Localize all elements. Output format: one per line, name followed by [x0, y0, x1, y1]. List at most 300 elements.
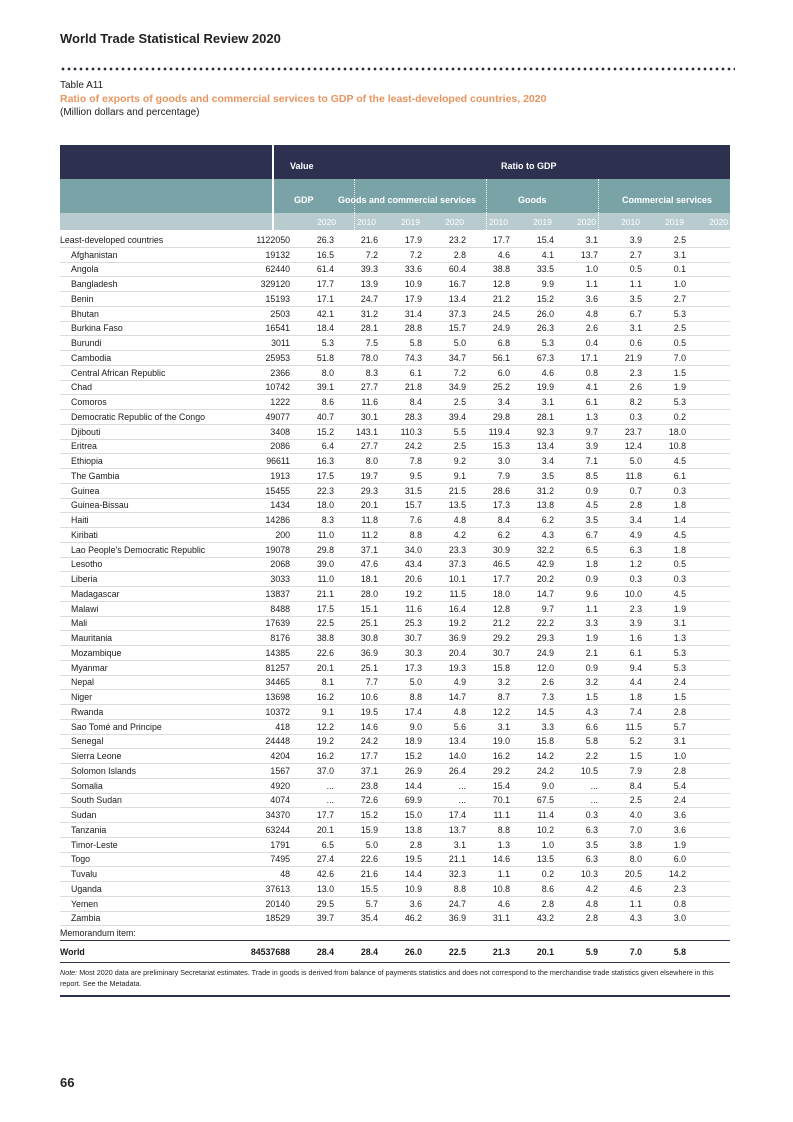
gdp-value: 34465: [265, 677, 290, 688]
ratio-value: 37.3: [448, 559, 466, 570]
ratio-value: 4.3: [585, 706, 598, 717]
gdp-value: 8176: [270, 633, 290, 644]
ratio-value: 26.0: [536, 308, 554, 319]
ratio-value: 8.6: [321, 397, 334, 408]
ratio-value: 72.6: [360, 795, 378, 806]
table-row: [60, 720, 730, 735]
ratio-value: 0.6: [629, 338, 642, 349]
ratio-value: 13.4: [448, 293, 466, 304]
header-ratio-to-gdp: Ratio to GDP: [501, 161, 557, 171]
ratio-value: 6.4: [321, 441, 334, 452]
ratio-value: 6.7: [585, 529, 598, 540]
ratio-value: 23.8: [360, 780, 378, 791]
ratio-value: 5.3: [673, 308, 686, 319]
gdp-value: 24448: [265, 736, 290, 747]
ratio-value: 25.1: [360, 662, 378, 673]
year-label: 2010: [621, 217, 640, 227]
ratio-value: 5.3: [673, 647, 686, 658]
gdp-value: 19078: [265, 544, 290, 555]
ratio-value: 17.5: [316, 470, 334, 481]
ratio-value: 17.7: [316, 279, 334, 290]
ratio-value: 8.8: [409, 529, 422, 540]
ratio-value: 3.5: [541, 470, 554, 481]
ratio-value: 24.7: [360, 293, 378, 304]
ratio-value: 14.7: [536, 588, 554, 599]
ratio-value: 20.1: [316, 824, 334, 835]
ratio-value: 6.0: [497, 367, 510, 378]
table-note: [60, 967, 730, 989]
table-row: [60, 558, 730, 573]
ratio-value: 8.4: [409, 397, 422, 408]
ratio-value: 3.2: [497, 677, 510, 688]
ratio-value: 6.3: [585, 854, 598, 865]
table-row: [60, 263, 730, 278]
ratio-value: 16.2: [316, 692, 334, 703]
ratio-value: 8.3: [321, 515, 334, 526]
gdp-value: 2068: [270, 559, 290, 570]
ratio-value: 17.7: [492, 574, 510, 585]
ratio-value: 11.4: [537, 810, 554, 821]
ratio-value: 10.8: [668, 441, 686, 452]
ratio-value: 24.9: [536, 647, 554, 658]
ratio-value: 13.5: [536, 854, 554, 865]
ratio-value: 0.5: [629, 264, 642, 275]
table-row: [60, 764, 730, 779]
ratio-value: 1.8: [673, 500, 686, 511]
ratio-value: 4.3: [541, 529, 554, 540]
ratio-value: 4.0: [629, 810, 642, 821]
gdp-value: 16541: [265, 323, 290, 334]
year-label: 2010: [489, 217, 508, 227]
ratio-value: 0.1: [673, 264, 686, 275]
ratio-value: 12.8: [492, 279, 510, 290]
ratio-value: 19.5: [404, 854, 422, 865]
ratio-value: 5.7: [673, 721, 686, 732]
gdp-value: 329120: [260, 279, 290, 290]
note-label: Note:: [60, 968, 78, 977]
table-row: [60, 277, 730, 292]
ratio-value: 28.4: [360, 946, 378, 957]
ratio-value: 22.6: [360, 854, 378, 865]
ratio-value: 24.5: [492, 308, 510, 319]
ratio-value: 7.3: [541, 692, 554, 703]
ratio-value: 70.1: [492, 795, 510, 806]
header-band-middle: [60, 179, 730, 213]
gdp-value: 1222: [270, 397, 290, 408]
ratio-value: 5.0: [453, 338, 466, 349]
ratio-value: 13.4: [448, 736, 466, 747]
ratio-value: 110.3: [400, 426, 422, 437]
data-table: [60, 145, 730, 997]
country-name: Haiti: [71, 515, 89, 526]
ratio-value: 3.3: [585, 618, 598, 629]
ratio-value: 10.9: [404, 279, 422, 290]
table-title: Ratio of exports of goods and commercial services to GDP of the least-developed countries, 2020: [60, 93, 547, 105]
ratio-value: 3.1: [453, 839, 466, 850]
ratio-value: ...: [326, 795, 334, 806]
ratio-value: 12.2: [316, 721, 334, 732]
country-name: Central African Republic: [71, 367, 166, 378]
ratio-value: 9.7: [585, 426, 598, 437]
gdp-value: 48: [280, 869, 290, 880]
ratio-value: 12.2: [492, 706, 510, 717]
ratio-value: 26.9: [404, 765, 422, 776]
ratio-value: 2.8: [541, 898, 554, 909]
gdp-value: 19132: [265, 249, 290, 260]
ratio-value: 22.6: [316, 647, 334, 658]
ratio-value: 22.2: [536, 618, 554, 629]
ratio-value: 21.1: [316, 588, 334, 599]
ratio-value: 3.1: [585, 234, 598, 245]
ratio-value: 7.2: [409, 249, 422, 260]
ratio-value: 1.5: [673, 367, 686, 378]
country-name: Cambodia: [71, 352, 112, 363]
ratio-value: 4.3: [629, 913, 642, 924]
ratio-value: 28.1: [536, 411, 554, 422]
ratio-value: 8.0: [321, 367, 334, 378]
country-name: Solomon Islands: [71, 765, 137, 776]
ratio-value: 14.6: [360, 721, 378, 732]
gdp-value: 34370: [265, 810, 290, 821]
country-name: Chad: [71, 382, 93, 393]
ratio-value: 7.9: [629, 765, 642, 776]
ratio-value: 7.1: [585, 456, 598, 467]
table-row: [60, 233, 730, 248]
ratio-value: ...: [590, 780, 598, 791]
ratio-value: 11.5: [625, 721, 642, 732]
ratio-value: 1.8: [673, 544, 686, 555]
ratio-value: 3.1: [541, 397, 554, 408]
ratio-value: 16.2: [316, 751, 334, 762]
ratio-value: 29.5: [316, 898, 334, 909]
ratio-value: 29.2: [492, 633, 510, 644]
ratio-value: 1.1: [497, 869, 510, 880]
ratio-value: 32.2: [536, 544, 554, 555]
year-label: 2020: [709, 217, 728, 227]
ratio-value: 15.9: [360, 824, 378, 835]
ratio-value: 10.9: [404, 883, 422, 894]
ratio-value: 0.9: [585, 662, 598, 673]
table-row: [60, 705, 730, 720]
ratio-value: 1.0: [585, 264, 598, 275]
gdp-value: 25953: [265, 352, 290, 363]
ratio-value: 32.3: [448, 869, 466, 880]
ratio-value: 4.1: [585, 382, 598, 393]
ratio-value: 6.5: [321, 839, 334, 850]
table-row: [60, 617, 730, 632]
ratio-value: 42.6: [316, 869, 334, 880]
ratio-value: 27.7: [360, 441, 378, 452]
ratio-value: 33.6: [404, 264, 422, 275]
ratio-value: 25.1: [360, 618, 378, 629]
ratio-value: 7.9: [497, 470, 510, 481]
ratio-value: 15.8: [536, 736, 554, 747]
country-name: Mozambique: [71, 647, 122, 658]
ratio-value: 5.0: [629, 456, 642, 467]
ratio-value: 1.6: [629, 633, 642, 644]
ratio-value: 1.1: [629, 898, 642, 909]
ratio-value: 19.5: [360, 706, 378, 717]
ratio-value: 2.7: [673, 293, 686, 304]
ratio-value: 1.5: [585, 692, 598, 703]
ratio-value: 15.2: [360, 810, 378, 821]
ratio-value: 31.4: [404, 308, 422, 319]
ratio-value: 3.0: [673, 913, 686, 924]
ratio-value: 1.4: [673, 515, 686, 526]
ratio-value: 18.1: [360, 574, 378, 585]
ratio-value: ...: [458, 795, 466, 806]
ratio-value: 2.8: [673, 706, 686, 717]
ratio-value: 2.8: [585, 913, 598, 924]
table-row: [60, 808, 730, 823]
ratio-value: 17.9: [404, 234, 422, 245]
ratio-value: 7.8: [409, 456, 422, 467]
ratio-value: 6.3: [629, 544, 642, 555]
ratio-value: 24.9: [492, 323, 510, 334]
ratio-value: 21.9: [624, 352, 642, 363]
ratio-value: 5.6: [453, 721, 466, 732]
gdp-value: 1791: [270, 839, 290, 850]
ratio-value: 3.1: [673, 249, 686, 260]
country-name: Tanzania: [71, 824, 107, 835]
ratio-value: 2.5: [673, 323, 686, 334]
ratio-value: 43.2: [536, 913, 554, 924]
ratio-value: 2.4: [673, 795, 686, 806]
country-name: Kiribati: [71, 529, 98, 540]
memorandum-label: Memorandum item:: [60, 928, 136, 939]
gdp-value: 3033: [270, 574, 290, 585]
ratio-value: 30.8: [360, 633, 378, 644]
table-row: [60, 897, 730, 912]
ratio-value: 21.6: [360, 234, 378, 245]
table-row: [60, 779, 730, 794]
ratio-value: 9.9: [541, 279, 554, 290]
ratio-value: 5.8: [673, 946, 686, 957]
table-row: [60, 248, 730, 263]
ratio-value: 20.5: [624, 869, 642, 880]
ratio-value: 34.0: [404, 544, 422, 555]
ratio-value: 61.4: [316, 264, 334, 275]
ratio-value: 2.4: [673, 677, 686, 688]
ratio-value: 12.8: [492, 603, 510, 614]
gdp-value: 14385: [265, 647, 290, 658]
ratio-value: 11.8: [361, 515, 378, 526]
ratio-value: 28.1: [360, 323, 378, 334]
ratio-value: 5.8: [585, 736, 598, 747]
country-name: Democratic Republic of the Congo: [71, 411, 205, 422]
table-row: [60, 410, 730, 425]
ratio-value: 9.5: [409, 470, 422, 481]
ratio-value: 2.5: [629, 795, 642, 806]
ratio-value: 16.7: [448, 279, 466, 290]
ratio-value: 37.0: [316, 765, 334, 776]
ratio-value: 3.2: [585, 677, 598, 688]
ratio-value: 21.8: [404, 382, 422, 393]
header-band-top: [60, 145, 730, 179]
year-label: 2019: [401, 217, 420, 227]
country-name: Mauritania: [71, 633, 113, 644]
ratio-value: 9.1: [453, 470, 466, 481]
country-name: South Sudan: [71, 795, 122, 806]
table-row: [60, 661, 730, 676]
year-label: 2020: [317, 217, 336, 227]
ratio-value: 0.5: [673, 559, 686, 570]
table-row: [60, 838, 730, 853]
ratio-value: 28.8: [404, 323, 422, 334]
header-commercial-services: Commercial services: [622, 195, 713, 205]
country-name: World: [60, 946, 85, 957]
ratio-value: 0.8: [585, 367, 598, 378]
ratio-value: 1.0: [673, 279, 686, 290]
ratio-value: 0.3: [629, 411, 642, 422]
ratio-value: 19.2: [448, 618, 466, 629]
ratio-value: 15.8: [492, 662, 510, 673]
country-name: Bhutan: [71, 308, 99, 319]
ratio-value: 11.8: [625, 470, 642, 481]
ratio-value: 22.3: [316, 485, 334, 496]
ratio-value: 21.6: [360, 869, 378, 880]
ratio-value: 3.4: [541, 456, 554, 467]
ratio-value: 2.5: [673, 234, 686, 245]
ratio-value: 0.9: [585, 485, 598, 496]
country-name: Burundi: [71, 338, 102, 349]
ratio-value: 31.2: [360, 308, 378, 319]
ratio-value: 2.1: [585, 647, 598, 658]
ratio-value: 10.5: [580, 765, 598, 776]
ratio-value: 26.0: [404, 946, 422, 957]
gdp-value: 20140: [265, 898, 290, 909]
ratio-value: 37.1: [360, 544, 378, 555]
ratio-value: 1.1: [585, 603, 598, 614]
ratio-value: 5.9: [585, 946, 598, 957]
ratio-value: 3.4: [629, 515, 642, 526]
ratio-value: 1.8: [585, 559, 598, 570]
ratio-value: 10.3: [580, 869, 598, 880]
ratio-value: 28.6: [492, 485, 510, 496]
country-name: Malawi: [71, 603, 99, 614]
country-name: Lao People's Democratic Republic: [71, 544, 206, 555]
gdp-value: 418: [275, 721, 290, 732]
ratio-value: 24.2: [536, 765, 554, 776]
ratio-value: 37.3: [448, 308, 466, 319]
ratio-value: 7.2: [453, 367, 466, 378]
gdp-value: 14286: [265, 515, 290, 526]
table-row: [60, 543, 730, 558]
ratio-value: 6.1: [409, 367, 422, 378]
table-row: [60, 440, 730, 455]
ratio-value: 2.3: [629, 367, 642, 378]
ratio-value: 47.6: [360, 559, 378, 570]
ratio-value: 5.5: [453, 426, 466, 437]
ratio-value: 4.6: [497, 898, 510, 909]
gdp-value: 15193: [265, 293, 290, 304]
ratio-value: 15.2: [316, 426, 334, 437]
country-name: Yemen: [71, 898, 99, 909]
ratio-value: 1.5: [673, 692, 686, 703]
ratio-value: 4.8: [453, 706, 466, 717]
ratio-value: 15.4: [536, 234, 554, 245]
dotted-divider: [60, 67, 735, 71]
ratio-value: 51.8: [316, 352, 334, 363]
ratio-value: 1.0: [673, 751, 686, 762]
ratio-value: 11.1: [493, 810, 510, 821]
ratio-value: 14.4: [404, 869, 422, 880]
ratio-value: 39.3: [360, 264, 378, 275]
ratio-value: 0.9: [585, 574, 598, 585]
ratio-value: 24.2: [360, 736, 378, 747]
country-name: Nepal: [71, 677, 94, 688]
ratio-value: 12.0: [536, 662, 554, 673]
ratio-value: 14.7: [448, 692, 466, 703]
gdp-value: 13698: [265, 692, 290, 703]
ratio-value: 19.3: [448, 662, 466, 673]
ratio-value: 78.0: [360, 352, 378, 363]
ratio-value: 14.2: [536, 751, 554, 762]
gdp-value: 10742: [265, 382, 290, 393]
page-number: 66: [60, 1075, 75, 1090]
gdp-value: 3011: [271, 338, 290, 349]
ratio-value: 14.6: [492, 854, 510, 865]
table-row: [60, 587, 730, 602]
ratio-value: 42.9: [536, 559, 554, 570]
ratio-value: 1.5: [629, 751, 642, 762]
gdp-value: 10372: [265, 706, 290, 717]
country-name: Timor-Leste: [71, 839, 118, 850]
ratio-value: 8.8: [497, 824, 510, 835]
ratio-value: 4.6: [629, 883, 642, 894]
country-name: Myanmar: [71, 662, 108, 673]
ratio-value: 3.9: [629, 234, 642, 245]
gdp-value: 2503: [270, 308, 290, 319]
ratio-value: 8.7: [497, 692, 510, 703]
country-name: Zambia: [71, 913, 101, 924]
ratio-value: ...: [590, 795, 598, 806]
country-name: Bangladesh: [71, 279, 118, 290]
ratio-value: 3.6: [673, 810, 686, 821]
ratio-value: 16.3: [316, 456, 334, 467]
ratio-value: 22.5: [448, 946, 466, 957]
ratio-value: 2.3: [673, 883, 686, 894]
ratio-value: 5.4: [673, 780, 686, 791]
ratio-value: 26.3: [536, 323, 554, 334]
ratio-value: 11.0: [317, 529, 334, 540]
ratio-value: 6.1: [673, 470, 686, 481]
ratio-value: 4.6: [541, 367, 554, 378]
ratio-value: 26.3: [316, 234, 334, 245]
ratio-value: 17.9: [404, 293, 422, 304]
ratio-value: 17.7: [360, 751, 378, 762]
ratio-value: 46.5: [492, 559, 510, 570]
ratio-value: 1.0: [541, 839, 554, 850]
gdp-value: 49077: [265, 411, 290, 422]
ratio-value: 14.4: [404, 780, 422, 791]
ratio-value: 6.7: [629, 308, 642, 319]
ratio-value: 6.2: [497, 529, 510, 540]
ratio-value: 119.4: [488, 426, 510, 437]
ratio-value: 13.9: [360, 279, 378, 290]
table-body: [60, 233, 730, 926]
gdp-value: 7495: [270, 854, 290, 865]
ratio-value: 13.8: [404, 824, 422, 835]
ratio-value: 27.4: [316, 854, 334, 865]
table-row: [60, 794, 730, 809]
table-row: [60, 513, 730, 528]
ratio-value: 6.8: [497, 338, 510, 349]
bottom-rule: [60, 995, 730, 997]
ratio-value: 4.5: [673, 529, 686, 540]
gdp-value: 1434: [270, 500, 290, 511]
ratio-value: 1.9: [673, 603, 686, 614]
